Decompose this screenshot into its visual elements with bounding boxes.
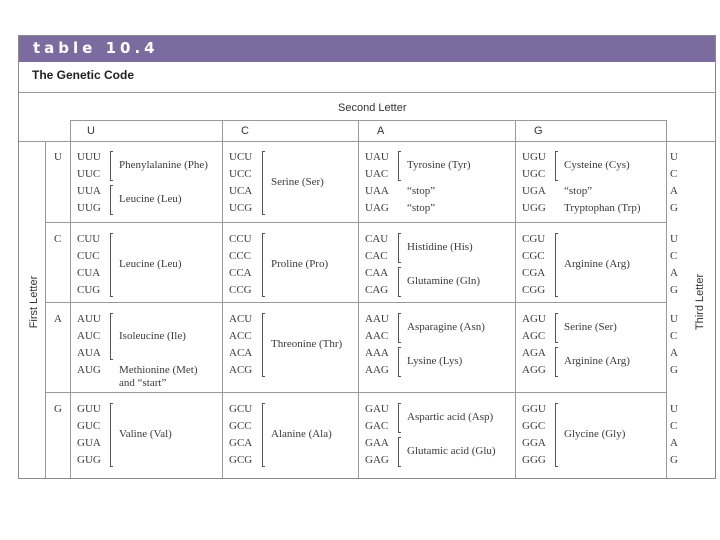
column-header-u: U bbox=[87, 125, 95, 137]
table-banner bbox=[19, 36, 715, 62]
codon-bracket bbox=[555, 313, 558, 343]
grid-column-line bbox=[45, 141, 46, 478]
codon: UCG bbox=[229, 202, 253, 214]
codon: CCU bbox=[229, 233, 252, 245]
codon: AGC bbox=[522, 330, 546, 342]
codon-bracket bbox=[110, 151, 113, 181]
amino-acid-label: Methionine (Met) bbox=[119, 364, 198, 376]
divider bbox=[70, 120, 666, 121]
codon: CUU bbox=[77, 233, 101, 245]
divider bbox=[19, 92, 715, 93]
grid-column-line bbox=[666, 141, 667, 478]
codon: CGG bbox=[522, 284, 546, 296]
codon: GUG bbox=[77, 454, 101, 466]
codon-bracket bbox=[398, 267, 401, 297]
codon: AAA bbox=[365, 347, 389, 359]
codon-bracket bbox=[110, 403, 113, 467]
codon: UGU bbox=[522, 151, 546, 163]
amino-acid-label: Phenylalanine (Phe) bbox=[119, 159, 208, 171]
amino-acid-label-note: and “start” bbox=[119, 377, 167, 389]
codon: CUC bbox=[77, 250, 100, 262]
amino-acid-label: Glutamine (Gln) bbox=[407, 275, 481, 287]
codon: CAG bbox=[365, 284, 389, 296]
third-letter: A bbox=[670, 267, 678, 279]
amino-acid-label: Threonine (Thr) bbox=[271, 338, 343, 350]
codon-bracket bbox=[555, 347, 558, 377]
codon-bracket bbox=[110, 185, 113, 215]
amino-acid-label: Isoleucine (Ile) bbox=[119, 329, 186, 342]
amino-acid-label: Alanine (Ala) bbox=[271, 428, 332, 440]
codon: GUC bbox=[77, 420, 101, 432]
amino-acid-label: Valine (Val) bbox=[119, 428, 172, 440]
codon-bracket bbox=[398, 347, 401, 377]
codon: UAU bbox=[365, 151, 389, 163]
third-letter: U bbox=[670, 151, 678, 163]
column-header-a: A bbox=[377, 125, 385, 137]
table-title: The Genetic Code bbox=[32, 68, 135, 82]
amino-acid-label: Leucine (Leu) bbox=[119, 258, 182, 270]
codon-bracket bbox=[555, 233, 558, 297]
third-letter: C bbox=[670, 420, 678, 432]
codon-bracket bbox=[398, 151, 401, 181]
codon: GAU bbox=[365, 403, 389, 415]
grid-column-line bbox=[358, 141, 359, 478]
amino-acid-label: “stop” bbox=[407, 184, 436, 197]
column-header-g: G bbox=[534, 125, 543, 137]
codon: AAG bbox=[365, 364, 389, 376]
codon-bracket bbox=[110, 313, 113, 360]
grid-column-line bbox=[222, 141, 223, 478]
codon: GCA bbox=[229, 437, 253, 449]
codon: ACU bbox=[229, 313, 253, 325]
amino-acid-label: Proline (Pro) bbox=[271, 258, 329, 270]
codon: GCU bbox=[229, 403, 253, 415]
codon: GGC bbox=[522, 420, 546, 432]
amino-acid-label: Histidine (His) bbox=[407, 241, 473, 253]
grid-column-line bbox=[70, 120, 71, 141]
codon: AUA bbox=[77, 347, 101, 359]
amino-acid-label: Arginine (Arg) bbox=[564, 355, 630, 367]
codon-bracket bbox=[262, 313, 265, 377]
amino-acid-label: Aspartic acid (Asp) bbox=[407, 411, 494, 423]
codon: UAG bbox=[365, 202, 389, 214]
table-number: table 10.4 bbox=[33, 39, 159, 57]
codon: GGA bbox=[522, 437, 546, 449]
codon-bracket bbox=[398, 313, 401, 343]
amino-acid-label: “stop” bbox=[407, 201, 436, 214]
amino-acid-label: Serine (Ser) bbox=[271, 176, 324, 188]
codon: AAC bbox=[365, 330, 389, 342]
codon: GGG bbox=[522, 454, 546, 466]
codon: CAA bbox=[365, 267, 389, 279]
codon: CGU bbox=[522, 233, 546, 245]
third-letter: C bbox=[670, 250, 678, 262]
codon: ACG bbox=[229, 364, 253, 376]
codon: GCG bbox=[229, 454, 253, 466]
third-letter: G bbox=[670, 284, 678, 296]
codon: AAU bbox=[365, 313, 389, 325]
codon: UUG bbox=[77, 202, 101, 214]
codon: GGU bbox=[522, 403, 546, 415]
amino-acid-label: Cysteine (Cys) bbox=[564, 159, 630, 171]
second-letter-heading: Second Letter bbox=[338, 102, 407, 114]
codon-bracket bbox=[262, 403, 265, 467]
codon: CUA bbox=[77, 267, 101, 279]
grid-column-line bbox=[515, 120, 516, 141]
codon: CAU bbox=[365, 233, 389, 245]
third-letter: G bbox=[670, 202, 678, 214]
divider bbox=[19, 141, 715, 142]
amino-acid-label: Asparagine (Asn) bbox=[407, 321, 485, 333]
codon: UCU bbox=[229, 151, 253, 163]
codon: AGU bbox=[522, 313, 546, 325]
amino-acid-label: Arginine (Arg) bbox=[564, 258, 630, 270]
codon: UUU bbox=[77, 151, 101, 163]
codon: UAA bbox=[365, 185, 389, 197]
grid-column-line bbox=[515, 141, 516, 478]
grid-column-line bbox=[358, 120, 359, 141]
third-letter: A bbox=[670, 185, 678, 197]
amino-acid-label: Glycine (Gly) bbox=[564, 428, 626, 440]
codon: AGG bbox=[522, 364, 546, 376]
third-letter-label: Third Letter bbox=[694, 273, 706, 331]
codon: UUA bbox=[77, 185, 101, 197]
third-letter: U bbox=[670, 233, 678, 245]
amino-acid-label: Tyrosine (Tyr) bbox=[407, 159, 471, 171]
amino-acid-label: Lysine (Lys) bbox=[407, 355, 463, 367]
first-letter-u: U bbox=[54, 151, 62, 163]
codon: UGG bbox=[522, 202, 546, 214]
third-letter: C bbox=[670, 330, 678, 342]
grid-column-line bbox=[222, 120, 223, 141]
codon: AUC bbox=[77, 330, 101, 342]
codon: GUA bbox=[77, 437, 101, 449]
codon-bracket bbox=[110, 233, 113, 297]
codon-bracket bbox=[555, 403, 558, 467]
grid-row-line bbox=[45, 392, 666, 393]
codon: AGA bbox=[522, 347, 546, 359]
codon: GCC bbox=[229, 420, 252, 432]
amino-acid-label: Leucine (Leu) bbox=[119, 193, 182, 205]
codon: UCA bbox=[229, 185, 253, 197]
amino-acid-label: Tryptophan (Trp) bbox=[564, 201, 641, 214]
codon: CGC bbox=[522, 250, 545, 262]
codon: UGA bbox=[522, 185, 546, 197]
first-letter-g: G bbox=[54, 403, 62, 415]
codon-bracket bbox=[262, 151, 265, 215]
amino-acid-label: Serine (Ser) bbox=[564, 321, 617, 333]
codon: GAG bbox=[365, 454, 389, 466]
codon: UUC bbox=[77, 168, 101, 180]
grid-row-line bbox=[45, 302, 666, 303]
codon: CAC bbox=[365, 250, 388, 262]
third-letter: G bbox=[670, 454, 678, 466]
third-letter: U bbox=[670, 403, 678, 415]
grid-row-line bbox=[45, 222, 666, 223]
codon-bracket bbox=[398, 233, 401, 263]
codon: AUG bbox=[77, 364, 101, 376]
third-letter: A bbox=[670, 437, 678, 449]
third-letter: A bbox=[670, 347, 678, 359]
first-letter-a: A bbox=[54, 313, 62, 325]
codon: CCG bbox=[229, 284, 252, 296]
grid-column-line bbox=[70, 141, 71, 478]
codon-bracket bbox=[398, 403, 401, 433]
first-letter-label: First Letter bbox=[28, 275, 40, 329]
codon: CUG bbox=[77, 284, 101, 296]
codon: UAC bbox=[365, 168, 389, 180]
third-letter: U bbox=[670, 313, 678, 325]
third-letter: C bbox=[670, 168, 678, 180]
third-letter: G bbox=[670, 364, 678, 376]
codon-bracket bbox=[555, 151, 558, 181]
amino-acid-label: “stop” bbox=[564, 184, 593, 197]
first-letter-c: C bbox=[54, 233, 62, 245]
codon: ACA bbox=[229, 347, 253, 359]
codon: CCA bbox=[229, 267, 252, 279]
codon: UCC bbox=[229, 168, 252, 180]
codon-bracket bbox=[398, 437, 401, 467]
codon: GUU bbox=[77, 403, 101, 415]
column-header-c: C bbox=[241, 125, 249, 137]
codon: AUU bbox=[77, 313, 101, 325]
grid-column-line bbox=[666, 120, 667, 141]
codon: UGC bbox=[522, 168, 546, 180]
codon: CGA bbox=[522, 267, 546, 279]
codon: GAC bbox=[365, 420, 389, 432]
codon: CCC bbox=[229, 250, 252, 262]
codon: GAA bbox=[365, 437, 389, 449]
amino-acid-label: Glutamic acid (Glu) bbox=[407, 445, 496, 457]
codon-bracket bbox=[262, 233, 265, 297]
codon: ACC bbox=[229, 330, 252, 342]
